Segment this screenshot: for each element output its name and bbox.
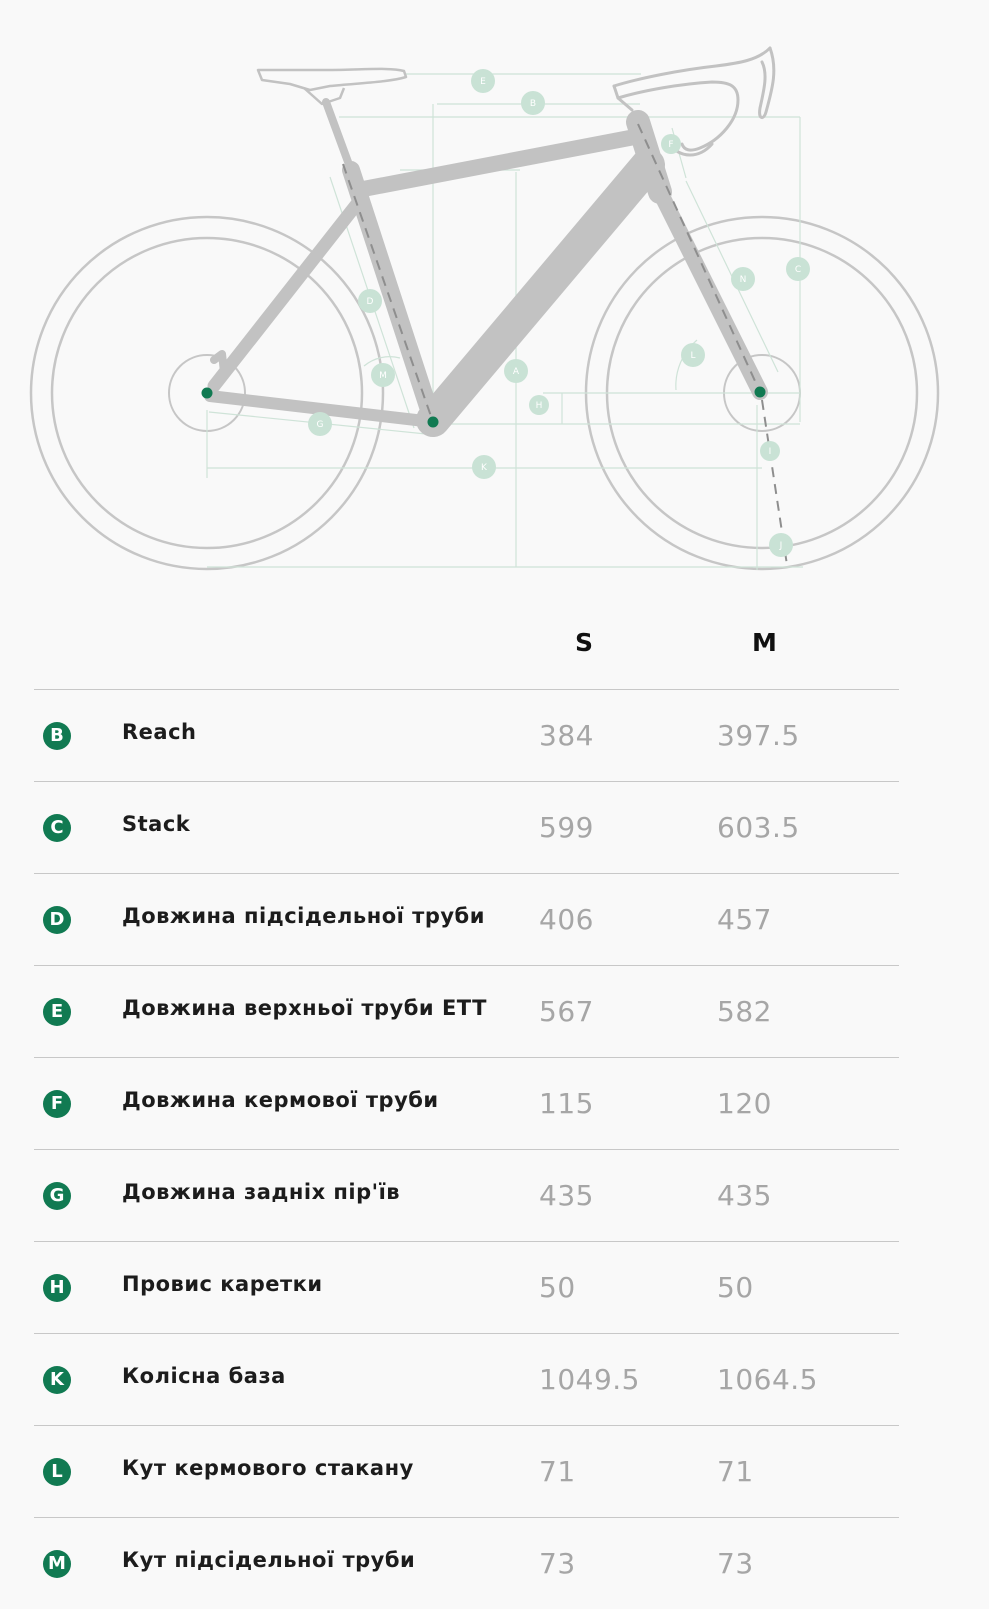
value-m: 71 — [717, 1455, 754, 1488]
table-row — [34, 782, 899, 874]
letter-badge: M — [43, 1550, 71, 1578]
label-c — [786, 257, 810, 281]
value-m: 73 — [717, 1547, 754, 1580]
measurement-name: Stack — [122, 812, 191, 836]
value-m: 603.5 — [717, 811, 800, 844]
svg-text:J: J — [779, 541, 783, 551]
svg-text:I: I — [768, 447, 772, 457]
letter-badge: H — [43, 1274, 71, 1302]
svg-text:M: M — [379, 371, 387, 381]
size-m-header: M — [752, 628, 778, 657]
bike-geometry-svg — [0, 0, 989, 590]
svg-text:F: F — [668, 140, 674, 150]
letter-badge: K — [43, 1366, 71, 1394]
value-s: 406 — [539, 903, 594, 936]
saddle — [258, 69, 406, 104]
svg-text:C: C — [794, 265, 802, 275]
table-row — [34, 1334, 899, 1426]
svg-text:A: A — [512, 367, 520, 377]
table-row — [34, 1242, 899, 1334]
label-k — [472, 455, 496, 479]
letter-badge: L — [43, 1458, 71, 1486]
letter-badge: B — [43, 722, 71, 750]
label-g — [308, 412, 332, 436]
bike-geometry-diagram — [0, 0, 989, 590]
measurement-labels — [308, 69, 810, 557]
measurement-name: Кут кермового стакану — [122, 1456, 414, 1480]
measurement-name: Колісна база — [122, 1364, 286, 1388]
value-s: 567 — [539, 995, 594, 1028]
label-m — [371, 363, 395, 387]
table-header — [34, 600, 899, 690]
letter-badge: G — [43, 1182, 71, 1210]
label-j — [769, 533, 793, 557]
svg-text:H: H — [535, 401, 543, 411]
svg-text:L: L — [690, 351, 696, 361]
label-b — [521, 91, 545, 115]
value-s: 115 — [539, 1087, 594, 1120]
svg-text:G: G — [316, 420, 324, 430]
table-row — [34, 1518, 899, 1609]
table-row — [34, 966, 899, 1058]
svg-text:E: E — [480, 77, 486, 87]
svg-text:D: D — [366, 297, 374, 307]
value-m: 582 — [717, 995, 772, 1028]
label-a — [504, 359, 528, 383]
value-m: 435 — [717, 1179, 772, 1212]
letter-badge: E — [43, 998, 71, 1026]
svg-text:B: B — [529, 99, 537, 109]
label-d — [358, 289, 382, 313]
label-e — [471, 69, 495, 93]
value-s: 50 — [539, 1271, 576, 1304]
front-axle-dot — [755, 387, 766, 398]
value-s: 384 — [539, 719, 594, 752]
measurement-name: Довжина верхньої труби ETT — [122, 996, 487, 1020]
svg-text:N: N — [739, 275, 747, 285]
value-m: 50 — [717, 1271, 754, 1304]
measurement-name: Провис каретки — [122, 1272, 323, 1296]
label-i — [760, 441, 780, 461]
label-n — [731, 267, 755, 291]
measurement-name: Кут підсідельної труби — [122, 1548, 416, 1572]
bottom-bracket-dot — [428, 417, 439, 428]
letter-badge: F — [43, 1090, 71, 1118]
table-row — [34, 874, 899, 966]
value-s: 71 — [539, 1455, 576, 1488]
value-s: 435 — [539, 1179, 594, 1212]
letter-badge: C — [43, 814, 71, 842]
svg-text:K: K — [481, 463, 487, 473]
label-f — [661, 134, 681, 154]
table-row — [34, 1058, 899, 1150]
value-m: 1064.5 — [717, 1363, 818, 1396]
value-m: 457 — [717, 903, 772, 936]
measurement-name: Довжина задніх пір'їв — [122, 1180, 401, 1204]
table-row — [34, 1150, 899, 1242]
letter-badge: D — [43, 906, 71, 934]
table-row — [34, 690, 899, 782]
rear-axle-dot — [202, 388, 213, 399]
value-m: 120 — [717, 1087, 772, 1120]
geometry-table — [34, 600, 899, 1609]
label-l — [681, 343, 705, 367]
table-row — [34, 1426, 899, 1518]
measurement-name: Довжина кермової труби — [122, 1088, 439, 1112]
label-h — [529, 395, 549, 415]
value-s: 599 — [539, 811, 594, 844]
value-s: 73 — [539, 1547, 576, 1580]
measurement-name: Довжина підсідельної труби — [122, 904, 485, 928]
size-s-header: S — [575, 628, 595, 657]
value-s: 1049.5 — [539, 1363, 640, 1396]
value-m: 397.5 — [717, 719, 800, 752]
measurement-name: Reach — [122, 720, 197, 744]
